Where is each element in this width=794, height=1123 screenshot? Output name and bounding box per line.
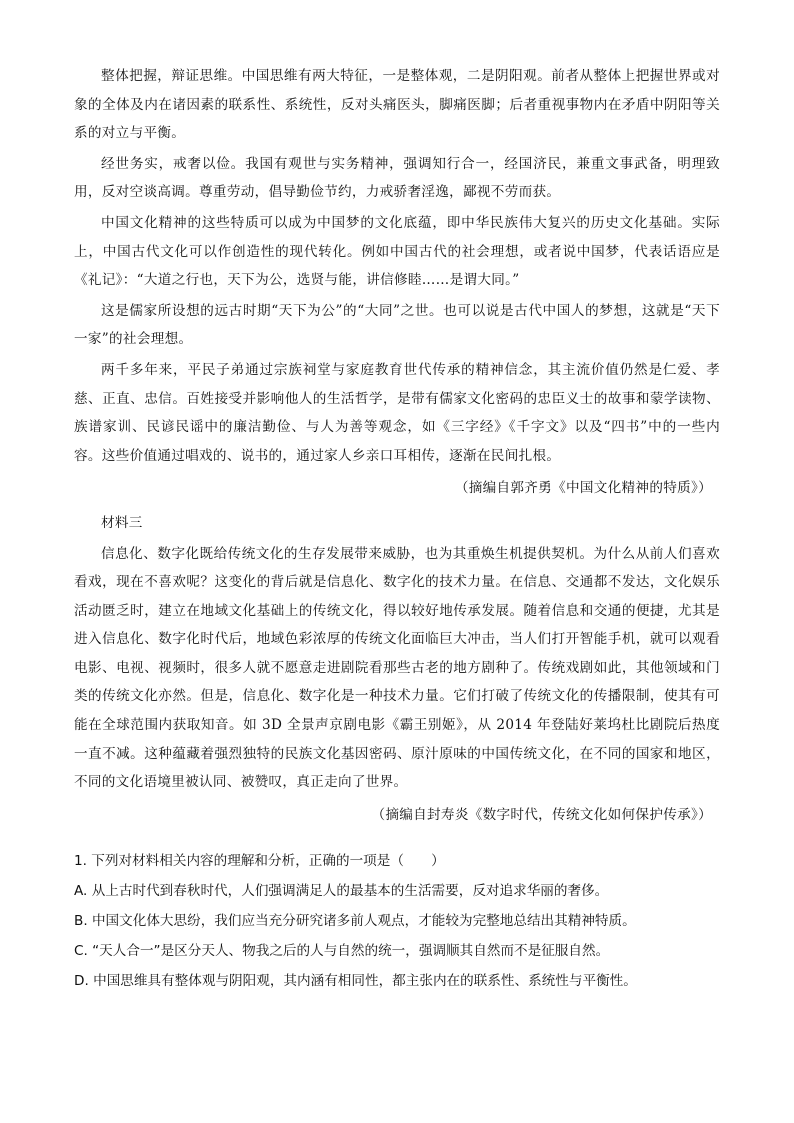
paragraph: 两千多年来，平民子弟通过宗族祠堂与家庭教育世代传承的精神信念，其主流价值仍然是仁爱、孝慈、正直、忠信。百姓接受并影响他人的生活哲学，是带有儒家文化密码的忠臣义士的故事和蒙学读物、族谱家训、民谚民谣中的廉洁勤俭、与人为善等观念，如《三字经》《千字文》以及“四书”中的一些内容。这些价值通过唱戏的、说书的，通过家人乡亲口耳相传，逐渐在民间扎根。	[74, 361, 720, 464]
paragraph: 中国文化精神的这些特质可以成为中国梦的文化底蕴，即中华民族伟大复兴的历史文化基础。实际上，中国古代文化可以作创造性的现代转化。例如中国古代的社会理想，或者说中国梦，代表话语应是《礼记》：“大道之行也，天下为公，选贤与能，讲信修睦……是谓大同。”	[74, 214, 720, 289]
paragraph: 整体把握，辩证思维。中国思维有两大特征，一是整体观，二是阴阳观。前者从整体上把握世界或对象的全体及内在诸因素的联系性、系统性，反对头痛医头，脚痛医脚；后者重视事物内在矛盾中阴阳等关系的对立与平衡。	[74, 68, 720, 142]
question-block	[74, 846, 720, 996]
paragraph: 这是儒家所设想的远古时期“天下为公”的“大同”之世。也可以说是古代中国人的梦想，这就是“天下一家”的社会理想。	[74, 302, 720, 348]
option-a: A. 从上古时代到春秋时代，人们强调满足人的最基本的生活需要，反对追求华丽的奢侈。	[74, 883, 609, 899]
paragraph: 信息化、数字化既给传统文化的生存发展带来威胁，也为其重焕生机提供契机。为什么从前人们喜欢看戏，现在不喜欢呢？这变化的背后就是信息化、数字化的技术力量。在信息、交通都不发达，文化娱乐活动匮乏时，建立在地域文化基础上的传统文化，得以较好地传承发展。随着信息和交通的便捷，尤其是进入信息化、数字化时代后，地域色彩浓厚的传统文化面临巨大冲击，当人们打开智能手机，就可以观看电影、电视、视频时，很多人就不愿意走进剧院看那些古老的地方剧种了。传统戏剧如此，其他领域和门类的传统文化亦然。但是，信息化、数字化是一种技术力量。它们打破了传统文化的传播限制，使其有可能在全球范围内获取知音。如 3D 全景声京剧电影《霸王别姬》，从 2014 年登陆好莱坞杜比剧院后热度一直不减。这种蕴藏着强烈独特的民族文化基因密码、原汁原味的中国传统文化，在不同的国家和地区，不同的文化语境里被认同、被赞叹，真正走向了世界。	[74, 545, 720, 791]
option-c: C. “天人合一”是区分天人、物我之后的人与自然的统一，强调顺其自然而不是征服自然。	[74, 943, 610, 959]
paragraph: 经世务实，戒奢以俭。我国有观世与实务精神，强调知行合一，经国济民，兼重文事武备，明理致用，反对空谈高调。尊重劳动，倡导勤俭节约，力戒骄奢淫逸，鄙视不劳而获。	[74, 155, 720, 201]
reading-passage	[74, 62, 720, 835]
source-citation: （摘编自封寿炎《数字时代，传统文化如何保护传承》）	[371, 806, 712, 823]
option-b: B. 中国文化体大思纷，我们应当充分研究诸多前人观点，才能较为完整地总结出其精神特质。	[74, 913, 636, 929]
material-heading: 材料三	[101, 514, 143, 531]
option-d: D. 中国思维具有整体观与阴阳观，其内涵有相同性，都主张内在的联系性、系统性与平衡性。	[74, 973, 637, 989]
source-citation: （摘编自郭齐勇《中国文化精神的特质》）	[454, 480, 712, 497]
question-stem: 1. 下列对材料相关内容的理解和分析，正确的一项是（ ）	[74, 853, 445, 869]
